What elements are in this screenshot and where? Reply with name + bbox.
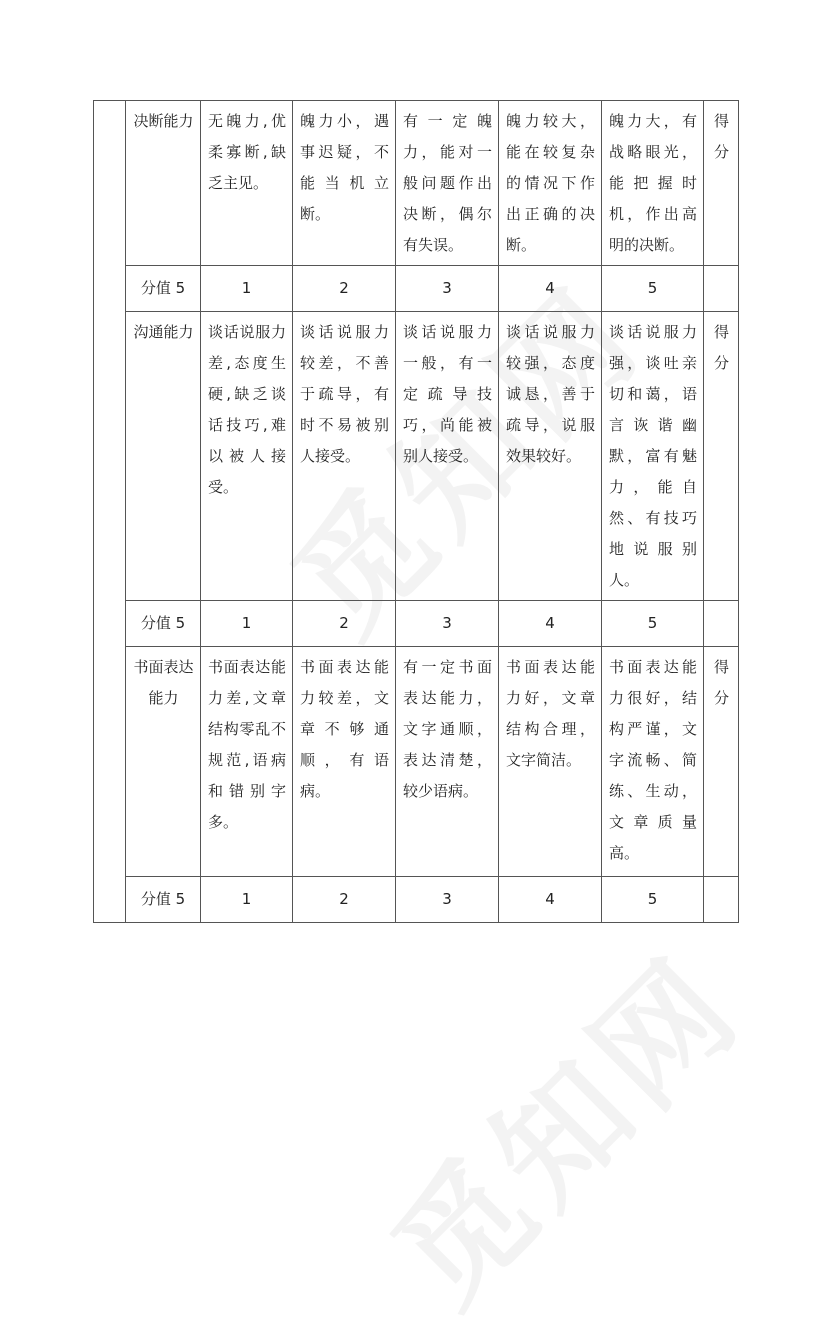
- value-cell: 2: [293, 266, 396, 312]
- score-input-cell: [704, 601, 739, 647]
- level-description: 魄力较大，能在较复杂的情况下作出正确的决断。: [499, 101, 602, 266]
- value-cell: 5: [602, 877, 704, 923]
- criterion-row: [94, 312, 739, 601]
- value-cell: 1: [201, 877, 293, 923]
- value-label: 分值 5: [126, 877, 201, 923]
- value-cell: 1: [201, 266, 293, 312]
- value-cell: 3: [396, 601, 499, 647]
- value-cell: 3: [396, 877, 499, 923]
- level-description: 谈话说服力差,态度生硬,缺乏谈话技巧,难以被人接受。: [201, 312, 293, 601]
- category-cell: [94, 101, 126, 923]
- value-cell: 2: [293, 601, 396, 647]
- level-description: 书面表达能力好，文章结构合理，文字简洁。: [499, 647, 602, 877]
- score-cell: 得分: [704, 312, 739, 601]
- score-cell: 得分: [704, 101, 739, 266]
- score-cell: 得分: [704, 647, 739, 877]
- value-cell: 5: [602, 601, 704, 647]
- level-description: 魄力大，有战略眼光，能把握时机，作出高明的决断。: [602, 101, 704, 266]
- criterion-name: 决断能力: [126, 101, 201, 266]
- value-row: [94, 266, 739, 312]
- level-description: 书面表达能力很好，结构严谨，文字流畅、简练、生动，文章质量高。: [602, 647, 704, 877]
- value-row: [94, 877, 739, 923]
- criterion-row: [94, 101, 739, 266]
- evaluation-table: [93, 100, 739, 923]
- value-cell: 5: [602, 266, 704, 312]
- level-description: 谈话说服力较差，不善于疏导，有时不易被别人接受。: [293, 312, 396, 601]
- level-description: 有一定书面表达能力，文字通顺，表达清楚，较少语病。: [396, 647, 499, 877]
- level-description: 谈话说服力强，谈吐亲切和蔼，语言诙谐幽默，富有魅力，能自然、有技巧地说服别人。: [602, 312, 704, 601]
- value-label: 分值 5: [126, 266, 201, 312]
- value-cell: 4: [499, 266, 602, 312]
- value-cell: 4: [499, 877, 602, 923]
- watermark: [345, 909, 774, 1338]
- value-cell: 2: [293, 877, 396, 923]
- level-description: 谈话说服力较强，态度诚恳，善于疏导，说服效果较好。: [499, 312, 602, 601]
- value-label: 分值 5: [126, 601, 201, 647]
- level-description: 书面表达能力较差，文章不够通顺，有语病。: [293, 647, 396, 877]
- value-cell: 3: [396, 266, 499, 312]
- value-cell: 4: [499, 601, 602, 647]
- level-description: 书面表达能力差,文章结构零乱不规范,语病和错别字多。: [201, 647, 293, 877]
- score-input-cell: [704, 877, 739, 923]
- level-description: 有一定魄力，能对一般问题作出决断，偶尔有失误。: [396, 101, 499, 266]
- value-cell: 1: [201, 601, 293, 647]
- criterion-name: 书面表达能力: [126, 647, 201, 877]
- criterion-name: 沟通能力: [126, 312, 201, 601]
- value-row: [94, 601, 739, 647]
- level-description: 谈话说服力一般，有一定疏导技巧，尚能被别人接受。: [396, 312, 499, 601]
- criterion-row: [94, 647, 739, 877]
- level-description: 魄力小，遇事迟疑，不能当机立断。: [293, 101, 396, 266]
- score-input-cell: [704, 266, 739, 312]
- level-description: 无魄力,优柔寡断,缺乏主见。: [201, 101, 293, 266]
